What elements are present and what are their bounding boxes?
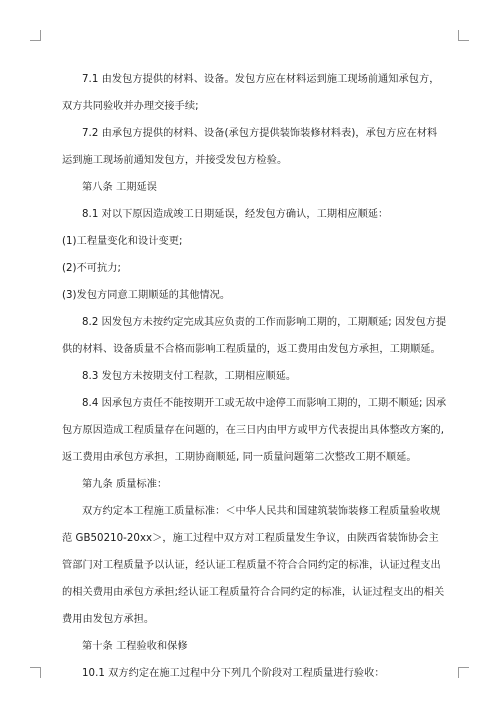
- clause-8-4-line-3: 返工费用由承包方承担，工期协商顺延, 同一质量问题第二次整改工期不顺延。: [62, 452, 417, 463]
- crop-mark-bottom-left: [30, 667, 41, 678]
- article-9-line-3: 管部门对工程质量予以认证，经认证工程质量不符合合同约定的标准，认证过程支出: [62, 560, 441, 571]
- article-10-heading: 第十条 工程验收和保修: [82, 641, 188, 652]
- article-9-line-2: 范 GB50210-20xx＞，施工过程中双方对工程质量发生争议，由陕西省装饰协会主: [62, 533, 439, 544]
- crop-mark-top-right: [458, 30, 469, 41]
- document-body: [62, 66, 447, 687]
- clause-8-1-item-1: (1)工程量变化和设计变更;: [62, 236, 183, 247]
- clause-8-2-line-2: 供的材料、设备质量不合格而影响工程质量的，返工费用由发包方承担，工期顺延。: [62, 344, 441, 355]
- article-9-line-1: 双方约定本工程施工质量标准：＜中华人民共和国建筑装饰装修工程质量验收规: [82, 506, 441, 517]
- clause-8-4-line-2: 包方原因造成工程质量存在问题的，在三日内由甲方或甲方代表提出具体整改方案的,: [62, 425, 445, 436]
- clause-7-1-line-2: 双方共同验收并办理交接手续;: [62, 101, 199, 112]
- clause-7-1-line-1: 7.1 由发包方提供的材料、设备。发包方应在材料运到施工现场前通知承包方，: [82, 74, 440, 85]
- article-9-line-4: 的相关费用由承包方承担;经认证工程质量符合合同约定的标准，认证过程支出的相关: [62, 587, 445, 598]
- clause-8-1-item-3: (3)发包方同意工期顺延的其他情况。: [62, 290, 231, 301]
- article-9-heading: 第九条 质量标准：: [82, 479, 168, 490]
- crop-mark-top-left: [30, 30, 41, 41]
- article-9-line-5: 费用由发包方承担。: [62, 614, 155, 625]
- clause-8-2-line-1: 8.2 因发包方未按约定完成其应负责的工作而影响工期的，工期顺延; 因发包方提: [82, 317, 447, 328]
- clause-8-1: 8.1 对以下原因造成竣工日期延误，经发包方确认，工期相应顺延：: [82, 209, 389, 220]
- clause-7-2-line-1: 7.2 由承包方提供的材料、设备(承包方提供装饰装修材料表)，承包方应在材料: [82, 128, 438, 139]
- clause-10-1: 10.1 双方约定在施工过程中分下列几个阶段对工程质量进行验收：: [82, 668, 385, 679]
- article-8-heading: 第八条 工期延误: [82, 182, 157, 193]
- clause-7-2-line-2: 运到施工现场前通知发包方，并接受发包方检验。: [62, 155, 288, 166]
- clause-8-3: 8.3 发包方未按期支付工程款，工期相应顺延。: [82, 371, 297, 382]
- crop-mark-bottom-right: [458, 667, 469, 678]
- clause-8-4-line-1: 8.4 因承包方责任不能按期开工或无故中途停工而影响工期的，工期不顺延; 因承: [82, 398, 447, 409]
- clause-8-1-item-2: (2)不可抗力;: [62, 263, 122, 274]
